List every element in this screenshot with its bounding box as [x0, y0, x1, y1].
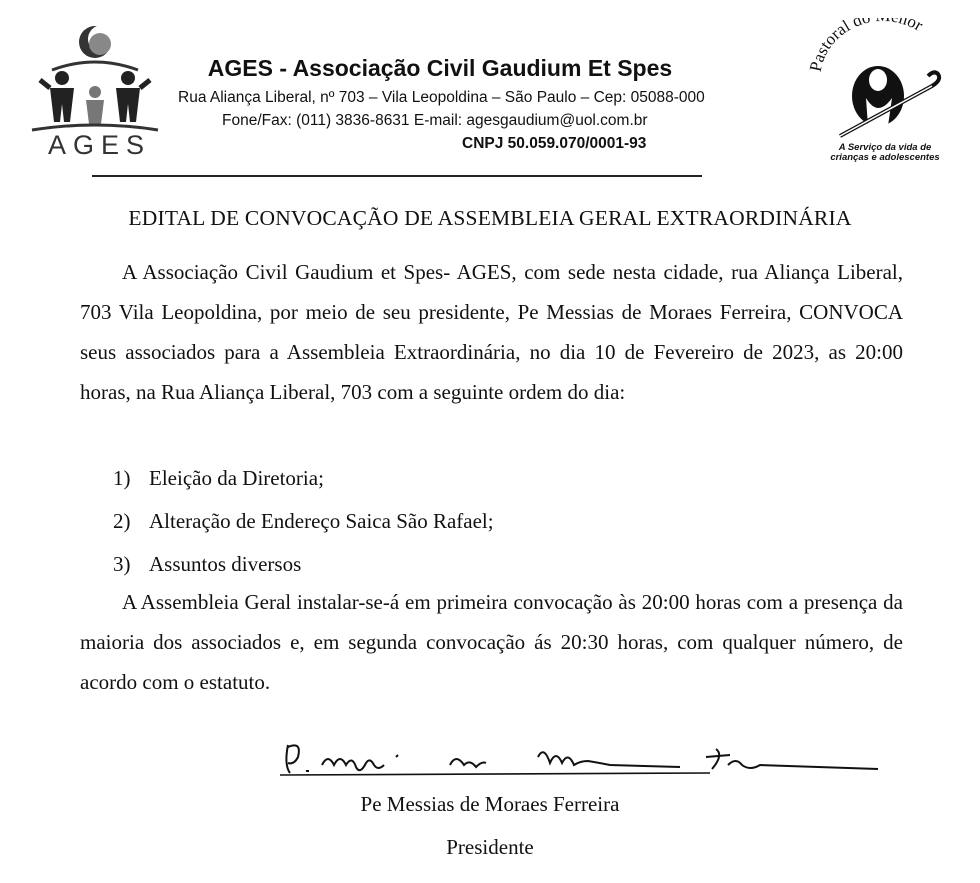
logo-caption-line-1: A Serviço da vida de — [838, 142, 932, 153]
organization-cnpj: CNPJ 50.059.070/0001-93 — [462, 135, 647, 152]
agenda-list — [113, 457, 494, 586]
ages-logo — [30, 22, 160, 162]
agenda-item-text: Assuntos diversos — [149, 552, 302, 576]
agenda-item — [113, 543, 494, 586]
signature-icon — [280, 735, 880, 785]
installation-paragraph: A Assembleia Geral instalar-se-á em primeira convocação às 20:00 horas com a presença da maioria dos associados e, em segunda convocação ás 20:30 horas, com qualquer número, de acordo com o estatuto. — [80, 590, 903, 694]
organization-contact: Fone/Fax: (011) 3836-8631 E-mail: agesgaudium@uol.com.br — [222, 112, 648, 129]
agenda-item — [113, 500, 494, 543]
agenda-item-text: Eleição da Diretoria; — [149, 466, 324, 490]
signer-role: Presidente — [446, 835, 534, 859]
logo-arc-text: astoral d nor — [808, 18, 927, 65]
agenda-item-text: Alteração de Endereço Saica São Rafael; — [149, 509, 494, 533]
agenda-item-number: 1) — [113, 466, 131, 490]
organization-name: AGES - Associação Civil Gaudium Et Spes — [207, 55, 673, 81]
convocation-paragraph: A Associação Civil Gaudium et Spes- AGES, com sede nesta cidade, rua Aliança Liberal, 703 Vila Leopoldina, por meio de seu presidente, Pe Messias de Moraes Ferreira, CONVOCA seus associados para a Assembleia Extraordinária, no dia 10 de Fevereiro de 2023, as 20:00 horas, na Rua Aliança Liberal, 703 com a seguinte ordem do dia: — [80, 260, 903, 404]
organization-address: Rua Aliança Liberal, nº 703 – Vila Leopoldina – São Paulo – Cep: 05088-000 — [178, 89, 705, 106]
pastoral-do-menor-logo — [808, 18, 958, 168]
shepherd-icon — [808, 18, 958, 143]
header-divider — [92, 175, 702, 177]
agenda-item — [113, 457, 494, 500]
ages-logo-text: AGES — [48, 130, 152, 160]
agenda-item-number: 2) — [113, 509, 131, 533]
handwritten-signature — [280, 735, 880, 785]
svg-text:Pastoral do Menor — [808, 18, 927, 73]
document-title: EDITAL DE CONVOCAÇÃO DE ASSEMBLEIA GERAL EXTRAORDINÁRIA — [128, 206, 852, 230]
logo-caption — [812, 143, 958, 163]
signer-name: Pe Messias de Moraes Ferreira — [360, 792, 620, 816]
agenda-item-number: 3) — [113, 552, 131, 576]
logo-caption-line-2: crianças e adolescentes — [830, 152, 940, 163]
